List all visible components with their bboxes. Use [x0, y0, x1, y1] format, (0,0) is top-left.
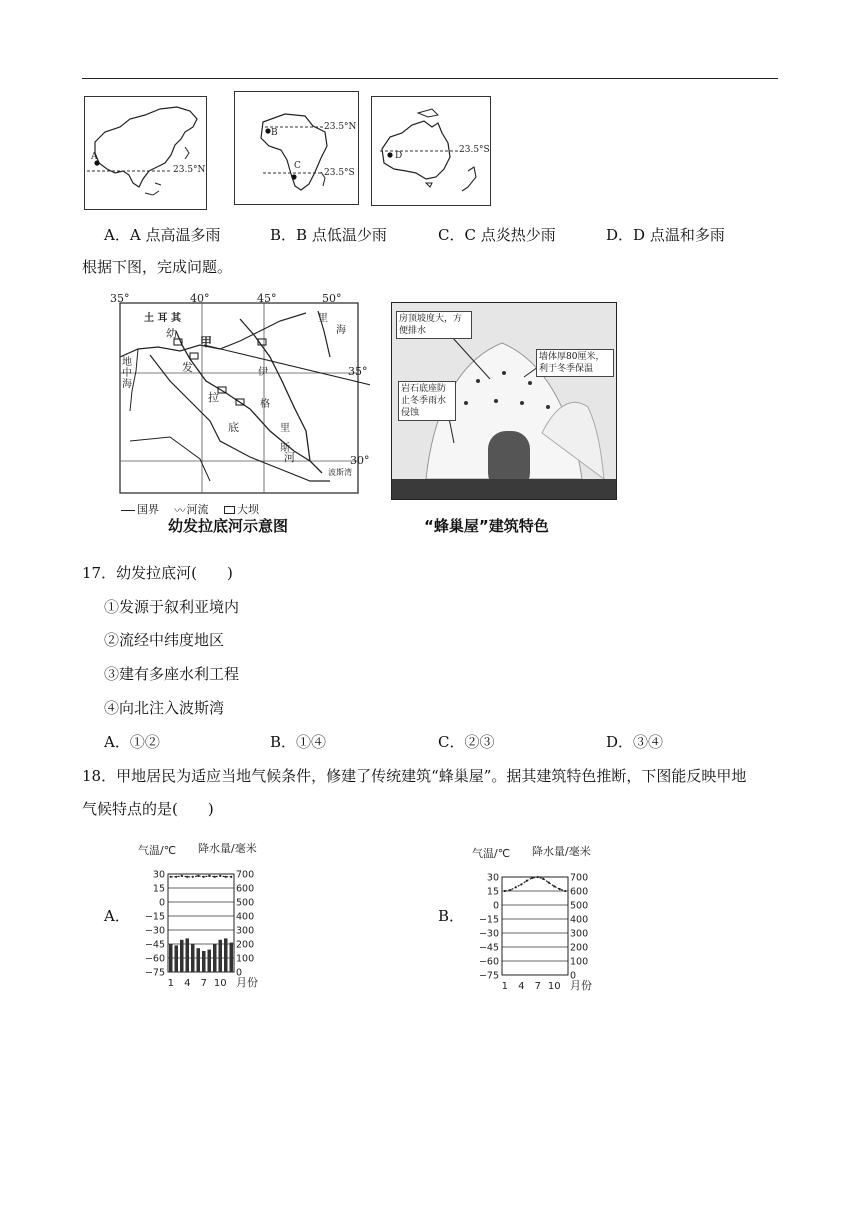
- climate-chart-b[interactable]: [464, 841, 614, 1001]
- river-si-label: 斯: [280, 443, 290, 454]
- precip-tick-label: 700: [570, 872, 589, 884]
- temperature-point: [203, 876, 205, 878]
- month-tick-label: 1: [501, 981, 508, 992]
- temp-tick-label: −45: [144, 939, 165, 951]
- note-roof: 房顶坡度大，方便排水: [396, 311, 472, 339]
- temperature-point: [230, 876, 232, 878]
- precip-tick-label: 600: [570, 886, 589, 898]
- precip-tick-label: 300: [236, 925, 255, 937]
- lat-africa-n-label: 23.5°N: [324, 122, 357, 132]
- precip-tick-label: 500: [236, 897, 255, 909]
- lon-45-label: 45°: [257, 292, 277, 305]
- precip-tick-label: 600: [236, 883, 255, 895]
- caspian-hai-label: 海: [336, 325, 346, 336]
- q16-option-b[interactable]: B．B 点低温少雨: [270, 226, 387, 244]
- temperature-point: [175, 876, 177, 878]
- temp-tick-label: −15: [144, 911, 165, 923]
- q17-option-a[interactable]: A．①②: [104, 733, 160, 751]
- river-la-label: 拉: [208, 391, 219, 404]
- lat-30-label: 30°: [350, 454, 370, 467]
- month-tick-label: 1: [167, 978, 174, 989]
- temp-tick-label: 15: [486, 886, 499, 898]
- temperature-point: [537, 876, 539, 878]
- month-tick-label: 7: [534, 981, 541, 992]
- point-c-label: C: [294, 161, 301, 171]
- legend-river-symbol: 〰: [174, 504, 186, 517]
- plot-frame: [502, 877, 568, 975]
- q18-option-b-label[interactable]: B．: [438, 907, 465, 925]
- precip-tick-label: 200: [236, 939, 255, 951]
- temperature-point: [186, 876, 188, 878]
- temp-tick-label: 30: [152, 869, 165, 881]
- precip-bar: [207, 950, 211, 972]
- precip-bar: [202, 951, 206, 972]
- temp-tick-label: −75: [144, 967, 165, 979]
- temp-tick-label: 15: [152, 883, 165, 895]
- precip-bar: [191, 944, 195, 972]
- temp-tick-label: −75: [478, 970, 499, 982]
- top-rule: [82, 78, 778, 79]
- legend-border-label: 国界: [137, 503, 159, 516]
- temperature-point: [170, 876, 172, 878]
- temperature-point: [219, 875, 221, 877]
- precip-bar: [218, 940, 222, 972]
- precip-tick-label: 100: [570, 956, 589, 968]
- temperature-point: [192, 876, 194, 878]
- temp-axis-title: 气温/℃: [472, 847, 511, 860]
- precip-tick-label: 700: [236, 869, 255, 881]
- lat-australia-label: 23.5°S: [459, 145, 490, 155]
- precip-tick-label: 400: [236, 911, 255, 923]
- precip-tick-label: 100: [236, 953, 255, 965]
- precip-bar: [229, 943, 233, 972]
- iraq-yi-label: 伊: [258, 367, 268, 378]
- precip-tick-label: 300: [570, 928, 589, 940]
- temp-tick-label: −60: [144, 953, 165, 965]
- q17-stem: 17．幼发拉底河( ): [82, 564, 233, 582]
- point-d-label: D: [395, 151, 403, 161]
- temp-tick-label: −15: [478, 914, 499, 926]
- precip-bar: [224, 938, 228, 972]
- precip-axis-title: 降水量/毫米: [532, 845, 591, 858]
- precip-tick-label: 0: [236, 967, 243, 979]
- point-a-label: A: [91, 152, 98, 162]
- temperature-point: [208, 875, 210, 877]
- note-wall: 墙体厚80厘米，利于冬季保温: [536, 349, 614, 377]
- q17-item-1: ①发源于叙利亚境内: [104, 598, 240, 616]
- lat-35-label: 35°: [348, 365, 368, 378]
- river-you-label: 幼: [166, 327, 177, 340]
- africa-map: [234, 91, 359, 205]
- lon-50-label: 50°: [322, 292, 342, 305]
- precip-tick-label: 200: [570, 942, 589, 954]
- legend-dam-label: 大坝: [237, 503, 259, 516]
- temperature-point: [548, 882, 550, 884]
- lon-35-label: 35°: [110, 292, 130, 305]
- month-tick-label: 4: [184, 978, 191, 989]
- temperature-point: [181, 875, 183, 877]
- q17-option-b[interactable]: B．①④: [270, 733, 327, 751]
- q17-item-2: ②流经中纬度地区: [104, 631, 225, 649]
- month-axis-title: 月份: [570, 979, 592, 992]
- river-li2-label: 里: [280, 423, 290, 434]
- q17-item-3: ③建有多座水利工程: [104, 665, 240, 683]
- lat-asia-label: 23.5°N: [173, 165, 206, 175]
- temperature-point: [225, 876, 227, 878]
- temperature-point: [504, 890, 506, 892]
- note-base: 岩石底座防止冬季雨水侵蚀: [398, 381, 456, 421]
- temperature-line: [171, 876, 232, 877]
- river-he-label: 河: [284, 451, 295, 464]
- q16-option-c[interactable]: C．C 点炎热少雨: [438, 226, 556, 244]
- temp-tick-label: −30: [478, 928, 499, 940]
- turkey-label: 土 耳 其: [144, 313, 181, 324]
- precip-bar: [169, 944, 173, 972]
- temperature-point: [531, 877, 533, 879]
- q18-stem-line2: 气候特点的是( ): [82, 800, 214, 818]
- temp-tick-label: −60: [478, 956, 499, 968]
- temperature-point: [509, 889, 511, 891]
- precip-bar: [213, 944, 217, 972]
- q17-option-d[interactable]: D．③④: [606, 733, 664, 751]
- river-di-label: 底: [228, 421, 239, 434]
- legend-dam-symbol: [224, 506, 235, 514]
- lat-africa-s-label: 23.5°S: [324, 168, 355, 178]
- temp-tick-label: −45: [478, 942, 499, 954]
- q18-option-a-label[interactable]: A．: [104, 907, 130, 925]
- precip-tick-label: 500: [570, 900, 589, 912]
- q17-item-4: ④向北注入波斯湾: [104, 699, 225, 717]
- q17-option-c[interactable]: C．②③: [438, 733, 495, 751]
- temperature-point: [515, 886, 517, 888]
- beehive-photo: [391, 302, 617, 500]
- map-legend: [121, 501, 361, 515]
- temperature-point: [542, 878, 544, 880]
- precip-bar: [185, 938, 189, 972]
- temperature-point: [559, 888, 561, 890]
- precip-bar: [174, 945, 178, 972]
- temperature-line: [505, 877, 566, 891]
- month-axis-title: 月份: [236, 976, 258, 989]
- q18-stem-line1: 18．甲地居民为适应当地气候条件，修建了传统建筑“蜂巢屋”。据其建筑特色推断，下图能反映甲地: [82, 767, 747, 785]
- asia-outline: [85, 97, 206, 209]
- month-tick-label: 10: [547, 981, 561, 992]
- beehive-caption: “蜂巢屋”建筑特色: [424, 517, 549, 535]
- q16-option-a[interactable]: A．A 点高温多雨: [104, 226, 221, 244]
- temp-tick-label: −30: [144, 925, 165, 937]
- river-map-caption: 幼发拉底河示意图: [168, 517, 289, 535]
- precip-bar: [196, 948, 200, 972]
- temperature-point: [526, 880, 528, 882]
- temperature-point: [214, 876, 216, 878]
- africa-outline: [235, 92, 358, 204]
- precip-bar: [180, 940, 184, 972]
- euphrates-map: [110, 291, 370, 501]
- month-tick-label: 7: [200, 978, 207, 989]
- point-b-label: B: [271, 128, 278, 138]
- river-ge-label: 格: [260, 399, 270, 410]
- temp-tick-label: 0: [158, 897, 165, 909]
- precip-tick-label: 0: [570, 970, 577, 982]
- legend-border-symbol: [121, 510, 135, 511]
- month-tick-label: 10: [213, 978, 227, 989]
- temperature-point: [564, 890, 566, 892]
- temp-tick-label: 0: [492, 900, 499, 912]
- caspian-li-label: 里: [318, 313, 328, 324]
- river-fa-label: 发: [182, 361, 193, 374]
- asia-map: [84, 96, 207, 210]
- precip-tick-label: 400: [570, 914, 589, 926]
- precip-axis-title: 降水量/毫米: [198, 842, 257, 855]
- legend-river-label: 河流: [186, 503, 209, 516]
- temperature-point: [553, 885, 555, 887]
- persian-gulf-label: 波斯湾: [328, 468, 352, 477]
- temp-axis-title: 气温/℃: [138, 844, 177, 857]
- intro-text: 根据下图，完成问题。: [82, 258, 233, 276]
- mediterranean-label: 地中海: [122, 357, 132, 390]
- place-jia-label: 甲: [200, 335, 213, 349]
- temperature-point: [520, 883, 522, 885]
- temperature-point: [197, 875, 199, 877]
- climate-chart-a[interactable]: [130, 838, 280, 998]
- australia-map: [371, 96, 491, 206]
- temp-tick-label: 30: [486, 872, 499, 884]
- month-tick-label: 4: [518, 981, 525, 992]
- lon-40-label: 40°: [190, 292, 210, 305]
- q16-option-d[interactable]: D．D 点温和多雨: [606, 226, 725, 244]
